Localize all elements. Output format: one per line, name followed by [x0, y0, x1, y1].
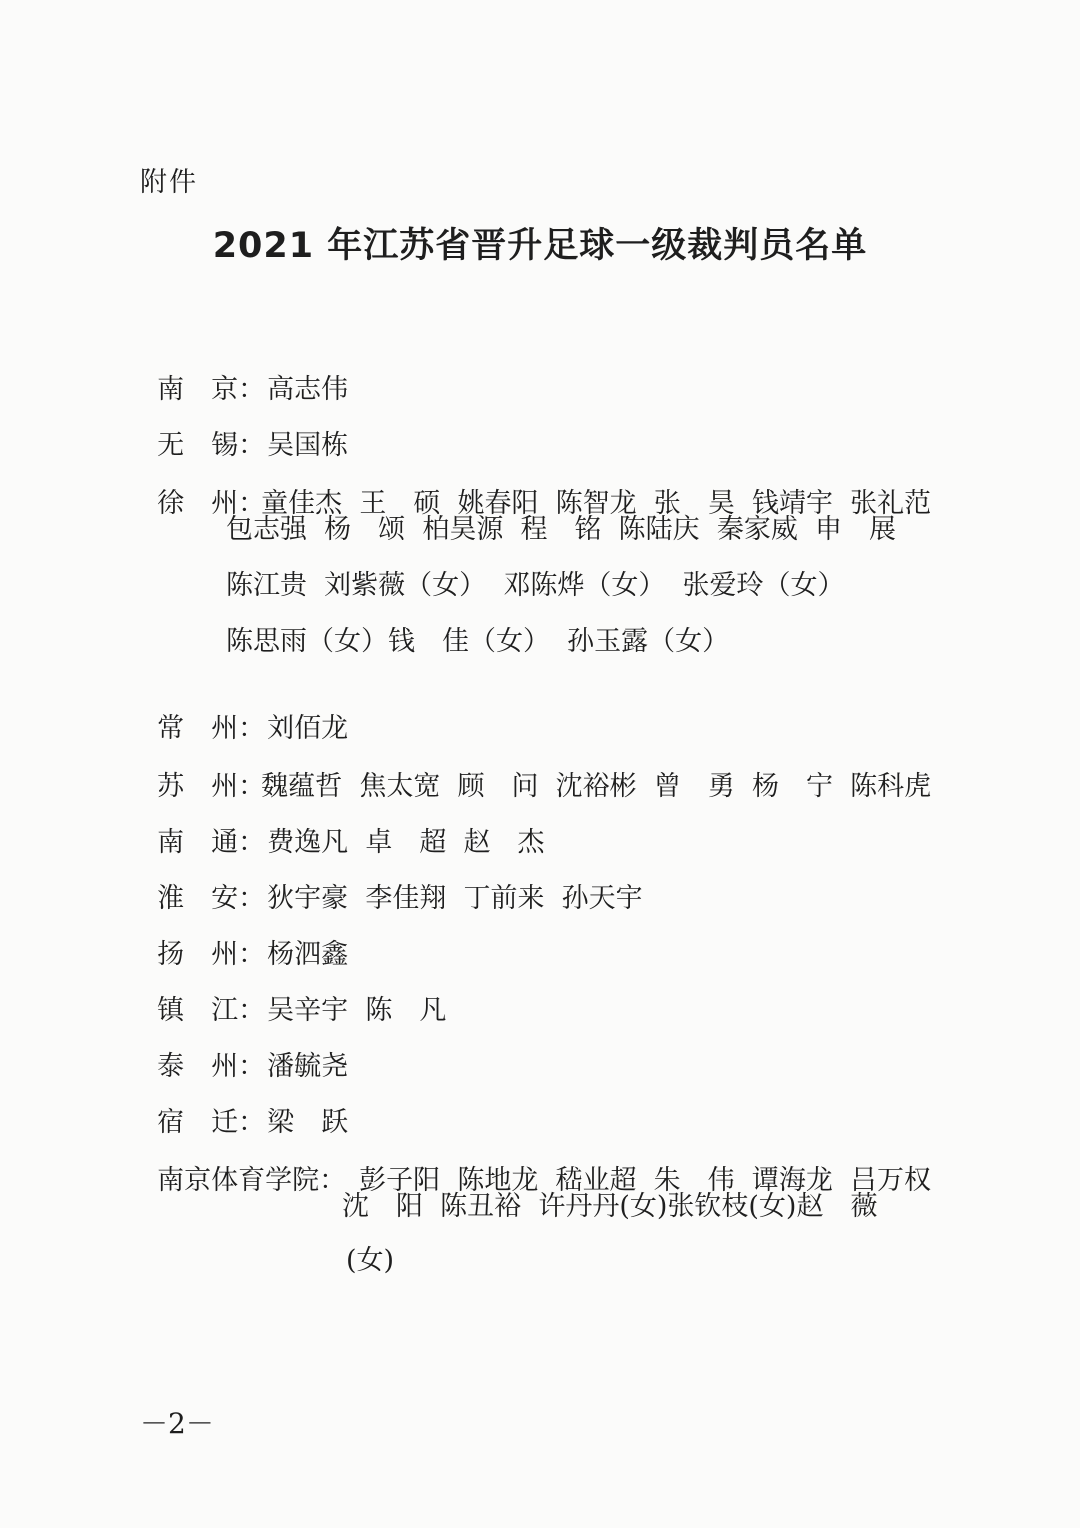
region-names: 吴国栋	[267, 430, 349, 461]
region-names: 费逸凡 卓 超 赵 杰	[267, 827, 545, 858]
region-names-continued: 沈 阳 陈丑裕 许丹丹(女)张钦枝(女)赵 薇	[342, 1191, 878, 1222]
region-names: 高志伟	[267, 374, 349, 405]
region-names: 吴辛宇 陈 凡	[267, 995, 447, 1026]
region-label: 南 京：	[157, 374, 266, 405]
region-label: 宿 迁：	[157, 1107, 266, 1138]
region-names: 彭子阳 陈地龙 嵇业超 朱 伟 谭海龙 吕万权	[359, 1165, 931, 1196]
region-names: 童佳杰 王 硕 姚春阳 陈智龙 张 昊 钱靖宇 张礼范	[261, 488, 932, 519]
region-names: 刘佰龙	[267, 713, 349, 744]
region-label: 苏 州：	[157, 771, 266, 802]
region-names: 梁 跃	[267, 1107, 349, 1138]
region-label: 常 州：	[157, 713, 266, 744]
region-names: 潘毓尧	[267, 1051, 349, 1082]
region-names-continued: 陈思雨（女）钱 佳（女） 孙玉露（女）	[226, 626, 730, 657]
page-number: －2－	[140, 1407, 214, 1440]
region-names-continued: (女)	[346, 1245, 395, 1276]
attachment-label: 附件	[140, 167, 198, 198]
region-label: 镇 江：	[157, 995, 266, 1026]
region-label: 徐 州：	[157, 488, 266, 519]
region-label: 泰 州：	[157, 1051, 266, 1082]
region-names-continued: 包志强 杨 颂 柏昊源 程 铭 陈陆庆 秦家威 申 展	[226, 514, 896, 545]
region-names: 杨泗鑫	[267, 939, 349, 970]
region-names: 狄宇豪 李佳翔 丁前来 孙天宇	[267, 883, 643, 914]
region-label: 南 通：	[157, 827, 266, 858]
region-names-continued: 陈江贵 刘紫薇（女） 邓陈烨（女） 张爱玲（女）	[226, 570, 845, 601]
region-label: 扬 州：	[157, 939, 266, 970]
region-names: 魏蕴哲 焦太宽 顾 问 沈裕彬 曾 勇 杨 宁 陈科虎	[261, 771, 932, 802]
region-label: 无 锡：	[157, 430, 266, 461]
document-title: 2021 年江苏省晋升足球一级裁判员名单	[212, 226, 868, 266]
region-label: 南京体育学院：	[157, 1165, 347, 1196]
region-label: 淮 安：	[157, 883, 266, 914]
